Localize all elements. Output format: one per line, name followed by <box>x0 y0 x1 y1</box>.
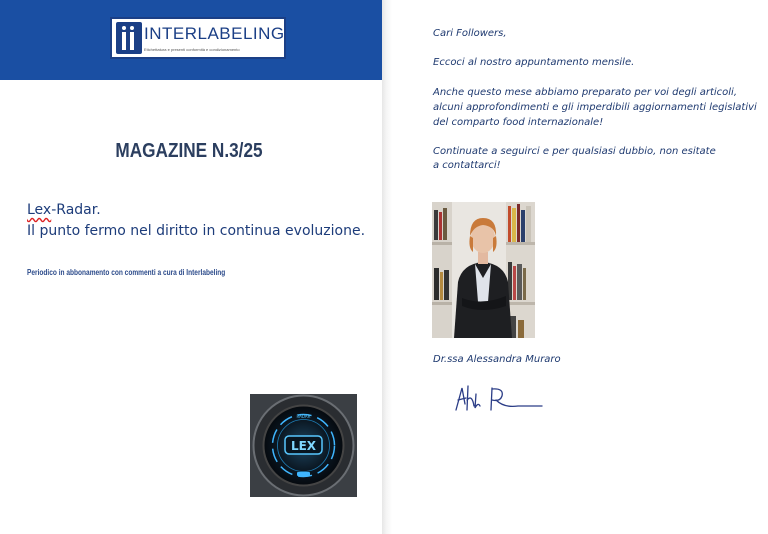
subtitle-line1 <box>27 202 101 218</box>
badge-top-text: RADAR <box>296 414 311 419</box>
interlabeling-logo <box>110 17 286 59</box>
logo-tagline: Etichettatura e presenti conformità e condizionamento <box>144 47 240 52</box>
badge-lex-text: LEX <box>290 439 317 453</box>
subtitle-word-lex: Lex <box>27 202 52 218</box>
letter-intro: Eccoci al nostro appuntamento mensile. <box>433 57 635 68</box>
letter-closing-line2: a contattarci! <box>433 160 501 171</box>
periodical-note: Periodico in abbonamento con commenti a cura di Interlabeling <box>27 268 226 277</box>
letter-body-line2: alcuni approfondimenti e gli imperdibili aggiornamenti legislativi <box>433 102 757 113</box>
letter-closing-line1: Continuate a seguirci e per qualsiasi dubbio, non esitate <box>433 146 716 157</box>
letter-greeting: Cari Followers, <box>433 28 507 39</box>
magazine-title: MAGAZINE N.3/25 <box>115 140 263 162</box>
logo-name: INTERLABELING <box>144 24 285 43</box>
subtitle-word-radar: -Radar. <box>51 202 101 218</box>
letter-body-line3: del comparto food internazionale! <box>433 117 604 128</box>
interlabeling-logo-icon <box>116 22 142 54</box>
lex-radar-badge-icon <box>250 394 357 497</box>
letter-author: Dr.ssa Alessandra Muraro <box>433 354 561 365</box>
cover-page <box>0 0 382 534</box>
letter-body-line1: Anche questo mese abbiamo preparato per voi degli articoli, <box>433 87 738 98</box>
subtitle-line2: Il punto fermo nel diritto in continua evoluzione. <box>27 223 366 239</box>
author-portrait-photo <box>432 202 535 338</box>
page-gutter <box>382 0 392 534</box>
handwritten-signature <box>452 382 544 416</box>
